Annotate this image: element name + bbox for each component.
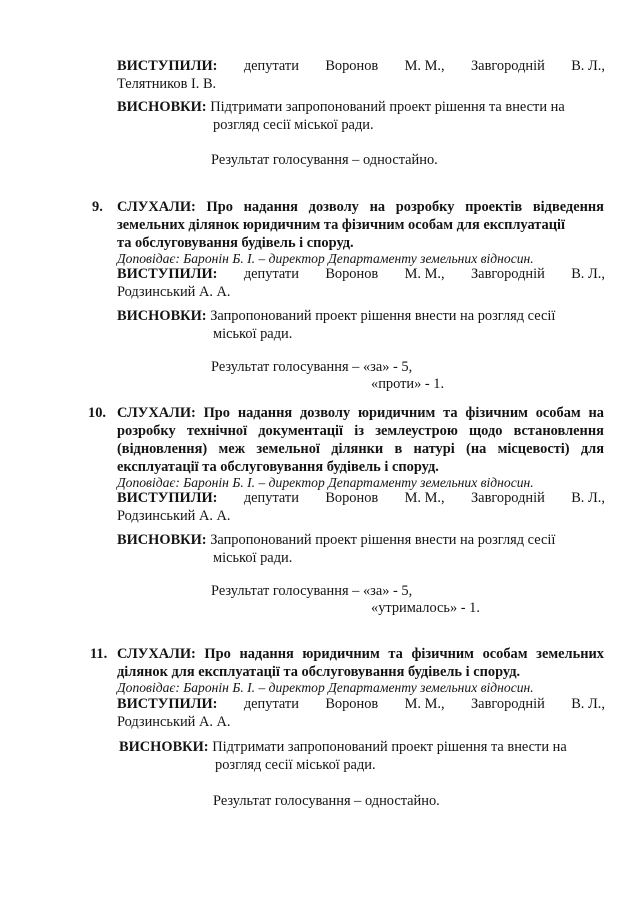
spoke-word: депутати xyxy=(243,58,299,74)
heard-word: надання xyxy=(237,405,293,421)
spoke-word: депутати xyxy=(243,266,299,282)
spoke-word: Завгородній xyxy=(470,696,545,712)
spoke-label: ВИСТУПИЛИ: xyxy=(117,58,218,74)
s11-heard-line-1 xyxy=(117,645,604,663)
item-number-9: 9. xyxy=(92,199,103,215)
heard-word: ділянки xyxy=(331,441,384,457)
spoke-label: ВИСТУПИЛИ: xyxy=(117,490,218,506)
s11-conclusion-cont: розгляд сесії міської ради. xyxy=(215,757,376,773)
item-number-10: 10. xyxy=(88,405,106,421)
s11-heard-line-2: ділянок для експлуатації та обслуговування будівель і споруд. xyxy=(117,664,521,680)
heard-word: землеустрою xyxy=(375,423,458,439)
s9-heard-line-1 xyxy=(117,198,604,216)
s9-conclusion-cont: міської ради. xyxy=(213,326,293,342)
heard-word: дозволу xyxy=(308,199,359,215)
prev-vote-result: Результат голосування – одностайно. xyxy=(211,152,438,168)
spoke-word: В. Л., xyxy=(571,696,605,712)
heard-word: технічної xyxy=(186,423,248,439)
heard-word: розробку xyxy=(117,423,176,439)
spoke-word: Завгородній xyxy=(470,58,545,74)
heard-word: земельних xyxy=(536,646,604,662)
prev-spoke-line xyxy=(117,57,605,75)
s10-heard-line-4: експлуатації та обслуговування будівель і споруд. xyxy=(117,459,439,475)
prev-conclusion-line xyxy=(117,98,565,116)
heard-word: фізичним xyxy=(411,646,474,662)
heard-word: місцевості) xyxy=(497,441,570,457)
heard-word: (на xyxy=(466,441,487,457)
s9-conclusion-line xyxy=(117,307,555,325)
spoke-word: В. Л., xyxy=(571,266,605,282)
item-number-11: 11. xyxy=(90,646,108,662)
spoke-word: М. М., xyxy=(404,696,445,712)
s9-heard-line-3: та обслуговування будівель і споруд. xyxy=(117,235,354,251)
spoke-word: депутати xyxy=(243,490,299,506)
heard-word: для xyxy=(580,441,604,457)
heard-word: особам xyxy=(535,405,581,421)
heard-word: щодо xyxy=(469,423,503,439)
heard-label: СЛУХАЛИ: xyxy=(117,646,196,662)
spoke-word: депутати xyxy=(243,696,299,712)
spoke-word: Воронов xyxy=(325,696,379,712)
s9-vote-against: «проти» - 1. xyxy=(371,376,445,392)
heard-label: СЛУХАЛИ: xyxy=(117,199,196,215)
spoke-word: Воронов xyxy=(325,58,379,74)
heard-word: на xyxy=(369,199,386,215)
heard-word: розробку xyxy=(395,199,455,215)
heard-word: юридичним xyxy=(357,405,436,421)
heard-word: Про xyxy=(204,646,231,662)
s10-heard-line-2 xyxy=(117,422,604,440)
heard-word: натурі xyxy=(413,441,455,457)
heard-word: Про xyxy=(206,199,233,215)
s10-heard-line-3 xyxy=(117,440,604,458)
spoke-word: Воронов xyxy=(325,266,379,282)
spoke-word: В. Л., xyxy=(571,58,605,74)
heard-word: та xyxy=(443,405,458,421)
conclusion-text: Запропонований проект рішення внести на розгляд сесії xyxy=(210,308,556,324)
s11-vote-result: Результат голосування – одностайно. xyxy=(213,793,440,809)
conclusion-label: ВИСНОВКИ: xyxy=(117,99,207,115)
conclusion-label: ВИСНОВКИ: xyxy=(117,532,207,548)
s11-reporter: Доповідає: Баронін Б. І. – директор Департаменту земельних відносин. xyxy=(117,680,534,695)
heard-word: документації xyxy=(258,423,344,439)
s9-spoke-line xyxy=(117,265,605,283)
s9-reporter: Доповідає: Баронін Б. І. – директор Департаменту земельних відносин. xyxy=(117,251,534,266)
s10-spoke-cont: Родзинський А. А. xyxy=(117,508,231,524)
spoke-label: ВИСТУПИЛИ: xyxy=(117,266,218,282)
spoke-word: М. М., xyxy=(404,490,445,506)
spoke-word: Завгородній xyxy=(470,266,545,282)
spoke-word: М. М., xyxy=(404,266,445,282)
s10-conclusion-line xyxy=(117,531,555,549)
heard-word: земельної xyxy=(256,441,320,457)
spoke-word: М. М., xyxy=(404,58,445,74)
heard-word: в xyxy=(394,441,403,457)
s11-spoke-cont: Родзинський А. А. xyxy=(117,714,231,730)
s10-spoke-line xyxy=(117,489,605,507)
heard-word: меж xyxy=(218,441,246,457)
heard-word: встановлення xyxy=(513,423,604,439)
heard-word: проектів xyxy=(465,199,523,215)
s10-vote-for: Результат голосування – «за» - 5, xyxy=(211,583,413,599)
conclusion-text: Запропонований проект рішення внести на розгляд сесії xyxy=(210,532,556,548)
heard-word: фізичним xyxy=(465,405,528,421)
s9-spoke-cont: Родзинський А. А. xyxy=(117,284,231,300)
spoke-word: Воронов xyxy=(325,490,379,506)
prev-spoke-cont: Телятников І. В. xyxy=(117,76,217,92)
s10-conclusion-cont: міської ради. xyxy=(213,550,293,566)
heard-word: на xyxy=(588,405,604,421)
heard-word: та xyxy=(388,646,403,662)
spoke-label: ВИСТУПИЛИ: xyxy=(117,696,218,712)
heard-label: СЛУХАЛИ: xyxy=(117,405,196,421)
conclusion-label: ВИСНОВКИ: xyxy=(119,739,209,755)
s11-conclusion-line xyxy=(119,738,567,756)
heard-word: дозволу xyxy=(299,405,351,421)
s9-heard-line-2: земельних ділянок юридичним та фізичним особам для експлуатації xyxy=(117,217,565,233)
heard-word: особам xyxy=(482,646,528,662)
s11-spoke-line xyxy=(117,695,605,713)
spoke-word: Завгородній xyxy=(470,490,545,506)
heard-word: надання xyxy=(243,199,298,215)
conclusion-text: Підтримати запропонований проект рішення та внести на xyxy=(212,739,567,755)
s10-reporter: Доповідає: Баронін Б. І. – директор Департаменту земельних відносин. xyxy=(117,475,534,490)
heard-word: із xyxy=(354,423,365,439)
heard-word: (відновлення) xyxy=(117,441,208,457)
prev-conclusion-cont: розгляд сесії міської ради. xyxy=(213,117,374,133)
s10-heard-line-1 xyxy=(117,404,604,422)
spoke-word: В. Л., xyxy=(571,490,605,506)
heard-word: юридичним xyxy=(302,646,380,662)
s10-vote-abstained: «утрималось» - 1. xyxy=(371,600,480,616)
conclusion-text: Підтримати запропонований проект рішення та внести на xyxy=(210,99,565,115)
heard-word: відведення xyxy=(532,199,604,215)
heard-word: надання xyxy=(239,646,294,662)
conclusion-label: ВИСНОВКИ: xyxy=(117,308,207,324)
heard-word: Про xyxy=(203,405,231,421)
s9-vote-for: Результат голосування – «за» - 5, xyxy=(211,359,413,375)
